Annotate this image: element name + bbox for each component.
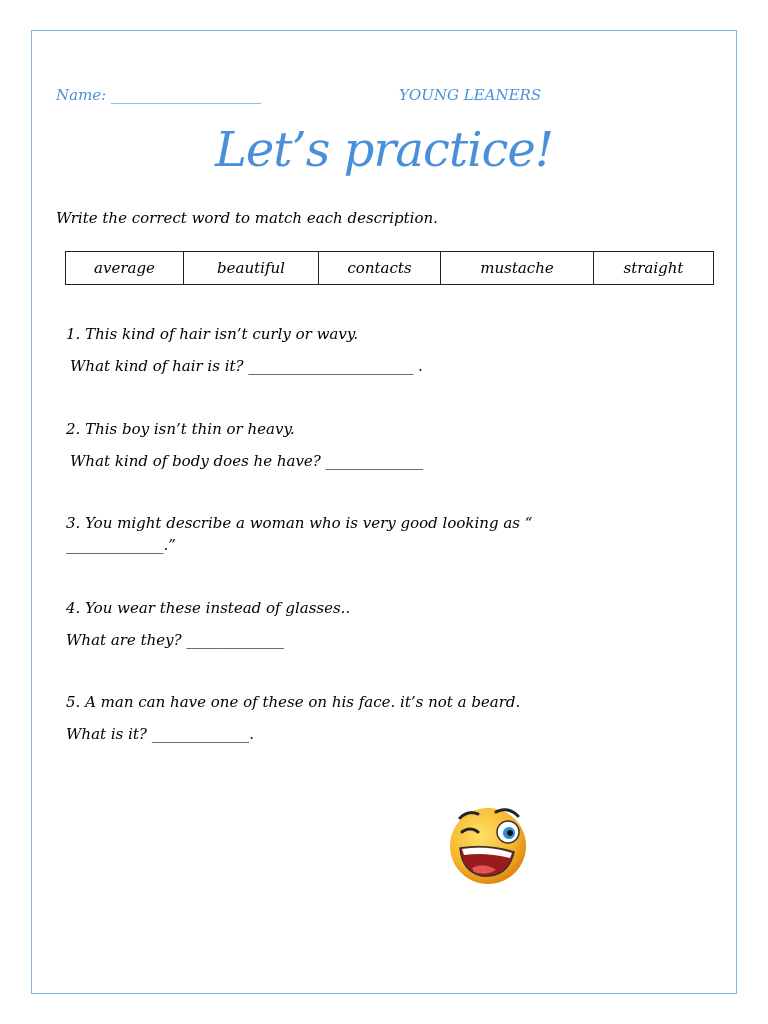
instruction-text: Write the correct word to match each description. (56, 209, 438, 227)
name-field-label: Name: ____________________ (56, 86, 261, 104)
question-3-prompt: _____________.” (66, 536, 176, 554)
word-bank-cell: contacts (319, 252, 441, 285)
question-4-prompt: What are they? _____________ (66, 631, 284, 649)
question-5-prompt: What is it? _____________. (66, 725, 254, 743)
word-bank-cell: straight (594, 252, 714, 285)
question-4-text: 4. You wear these instead of glasses.. (66, 599, 351, 617)
question-5-text: 5. A man can have one of these on his face. it’s not a beard. (66, 693, 521, 711)
word-bank-table (65, 251, 714, 285)
page-title: Let’s practice! (214, 122, 554, 178)
word-bank-cell: average (66, 252, 184, 285)
question-1-text: 1. This kind of hair isn’t curly or wavy. (66, 325, 359, 343)
winking-laughing-face-icon (446, 802, 530, 886)
question-2-text: 2. This boy isn’t thin or heavy. (66, 420, 295, 438)
question-2-prompt: What kind of body does he have? _____________ (70, 452, 424, 470)
word-bank-cell: mustache (441, 252, 594, 285)
question-1-prompt: What kind of hair is it? ______________________ . (70, 357, 423, 375)
question-3-text: 3. You might describe a woman who is very good looking as “ (66, 514, 533, 532)
worksheet-level-label: YOUNG LEANERS (399, 86, 542, 104)
word-bank-cell: beautiful (184, 252, 319, 285)
